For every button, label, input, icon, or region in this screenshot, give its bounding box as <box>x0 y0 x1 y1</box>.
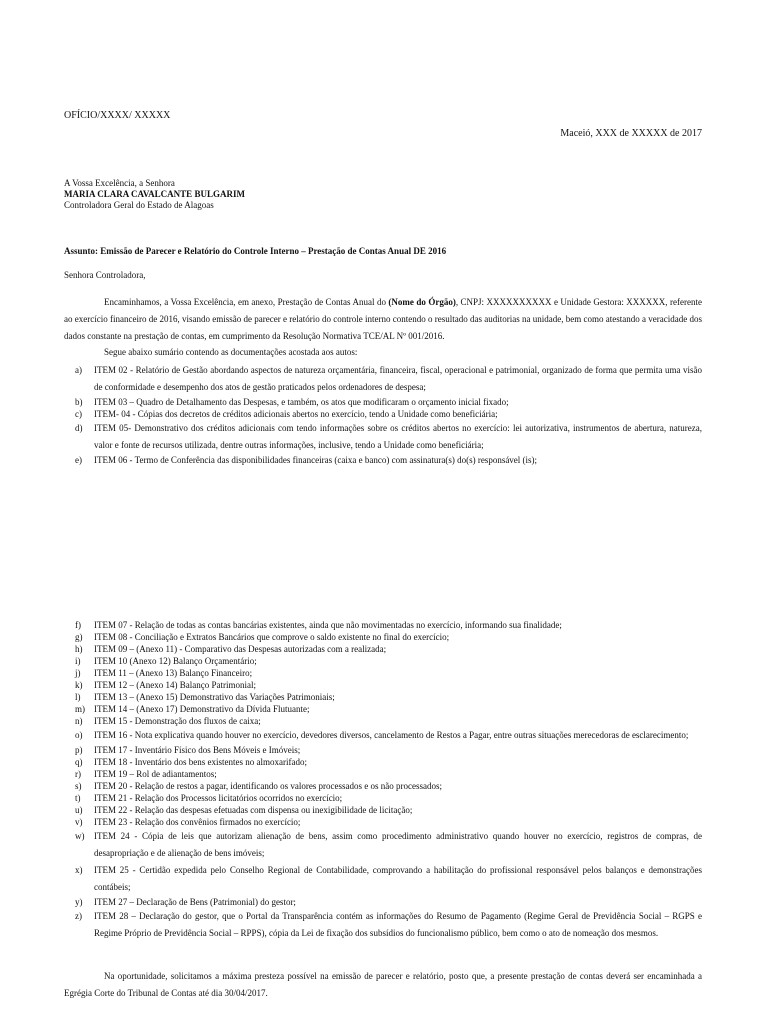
list-item-text: ITEM 22 - Relação das despesas efetuadas com dispensa ou inexigibilidade de licitação; <box>94 805 413 815</box>
list-item-marker: j) <box>75 668 81 678</box>
list-item-text: ITEM 11 – (Anexo 13) Balanço Financeiro; <box>94 668 253 678</box>
list-item-marker: a) <box>75 365 82 375</box>
list-item <box>75 780 702 792</box>
list-item-marker: e) <box>75 455 82 465</box>
list-item <box>75 703 702 715</box>
subject-label: Assunto: <box>64 246 99 256</box>
list-item <box>75 420 702 454</box>
list-item-marker: n) <box>75 716 83 726</box>
list-item-marker: w) <box>75 831 85 841</box>
list-item <box>75 667 702 679</box>
list-item-marker: q) <box>75 757 83 767</box>
p1-after: , CNPJ: XXXXXXXXXX e Unidade Gestora: XXXXXX, referente ao exercício financeiro de 2016, visando emissão de parecer e relatório do controle interno contendo o resultado das auditorias na unidade, bem como atestando a veracidade dos dados constante na prestação de contas, em cumprimento da Resolução Normativa TCE/AL Nº 001/2016. <box>64 297 702 341</box>
list-item-text: ITEM 25 - Certidão expedida pelo Conselho Regional de Contabilidade, comprovando a habilitação do profissional responsável pelos balanços e demonstrações contábeis; <box>94 865 702 892</box>
list-item-marker: v) <box>75 817 83 827</box>
list-item <box>75 816 702 828</box>
list-item <box>75 408 702 420</box>
list-item-text: ITEM 08 - Conciliação e Extratos Bancários que comprove o saldo existente no final do exercício; <box>94 632 450 642</box>
list-item-text: ITEM 20 - Relação de restos a pagar, identificando os valores processados e os não processados; <box>94 781 443 791</box>
list-item-marker: h) <box>75 644 83 654</box>
recipient-salutation: A Vossa Excelência, a Senhora <box>64 178 175 188</box>
list-item <box>75 715 702 727</box>
list-item <box>75 828 702 862</box>
document-list-first <box>75 362 702 466</box>
body-paragraph-2: Segue abaixo sumário contendo as documentações acostada aos autos: <box>104 347 358 357</box>
subject-line <box>64 246 446 257</box>
list-item-text: ITEM 10 (Anexo 12) Balanço Orçamentário; <box>94 656 257 666</box>
greeting: Senhora Controladora, <box>64 270 146 280</box>
list-item-marker: c) <box>75 409 82 419</box>
list-item <box>75 768 702 780</box>
list-item-text: ITEM- 04 - Cópias dos decretos de créditos adicionais abertos no exercício, tendo a Unidade como beneficiária; <box>94 409 498 419</box>
list-item <box>75 619 702 631</box>
list-item-text: ITEM 21 - Relação dos Processos licitatórios ocorridos no exercício; <box>94 793 343 803</box>
list-item-text: ITEM 14 – (Anexo 17) Demonstrativo da Dívida Flutuante; <box>94 704 310 714</box>
list-item-text: ITEM 24 - Cópia de leis que autorizam alienação de bens, assim como procedimento administrativo quando houver no exercício, registros de compras, de desapropriação e de alienação de bens imóveis; <box>94 831 702 858</box>
list-item-text: ITEM 06 - Termo de Conferência das disponibilidades financeiras (caixa e banco) com assinatura(s) do(s) responsável (is); <box>94 455 538 465</box>
list-item-text: ITEM 07 - Relação de todas as contas bancárias existentes, ainda que não movimentadas no exercício, informando sua finalidade; <box>94 620 562 630</box>
list-item-text: ITEM 12 – (Anexo 14) Balanço Patrimonial; <box>94 680 256 690</box>
place-date: Maceió, XXX de XXXXX de 2017 <box>560 128 702 139</box>
list-item-text: ITEM 05- Demonstrativo dos créditos adicionais com tendo informações sobre os créditos abertos no exercício: lei autorizativa, instrumentos de abertura, natureza, valor e fonte de recursos utilizada, dentre outras informações, inclusive, tendo a Unidade como beneficiária; <box>94 423 702 450</box>
list-item-text: ITEM 03 – Quadro de Detalhamento das Despesas, e também, os atos que modificaram o orçamento inicial fixado; <box>94 397 509 407</box>
list-item-marker: i) <box>75 656 81 666</box>
list-item-marker: s) <box>75 781 82 791</box>
list-item-marker: u) <box>75 805 83 815</box>
list-item <box>75 908 702 942</box>
list-item-marker: x) <box>75 865 83 875</box>
list-item-text: ITEM 23 - Relação dos convênios firmados no exercício; <box>94 817 301 827</box>
list-item-marker: m) <box>75 704 85 714</box>
list-item <box>75 756 702 768</box>
list-item-marker: t) <box>75 793 81 803</box>
list-item-text: ITEM 15 - Demonstração dos fluxos de caixa; <box>94 716 261 726</box>
list-item-marker: z) <box>75 911 82 921</box>
list-item-text: ITEM 16 - Nota explicativa quando houver no exercício, devedores diversos, cancelamento de Restos a Pagar, entre outras situações merecedoras de esclarecimento; <box>94 730 689 740</box>
list-item-text: ITEM 28 – Declaração do gestor, que o Portal da Transparência contém as informações do Resumo de Pagamento (Regime Geral de Previdência Social – RGPS e Regime Próprio de Previdência Social – RPPS), cópia da Lei de fixação dos subsídios do funcionalismo público, bem como o ato de nomeação dos mesmos. <box>94 911 702 938</box>
list-item <box>75 804 702 816</box>
subject-text: Emissão de Parecer e Relatório do Controle Interno – Prestação de Contas Anual DE 2016 <box>100 246 447 256</box>
list-item <box>75 396 702 408</box>
list-item-text: ITEM 19 – Rol de adiantamentos; <box>94 769 217 779</box>
body-paragraph-1 <box>64 294 702 345</box>
list-item <box>75 362 702 396</box>
recipient-name: MARIA CLARA CAVALCANTE BULGARIM <box>64 189 245 199</box>
list-item <box>75 655 702 667</box>
list-item-text: ITEM 18 - Inventário dos bens existentes no almoxarifado; <box>94 757 307 767</box>
list-item <box>75 679 702 691</box>
list-item-marker: f) <box>75 620 81 630</box>
list-item <box>75 744 702 756</box>
list-item-marker: k) <box>75 680 83 690</box>
list-item <box>75 643 702 655</box>
list-item <box>75 727 702 744</box>
p1-before: Encaminhamos, a Vossa Excelência, em anexo, Prestação de Contas Anual do <box>104 297 389 307</box>
list-item-text: ITEM 02 - Relatório de Gestão abordando aspectos de natureza orçamentária, financeira, fiscal, operacional e patrimonial, organizado de forma que permita uma visão de conformidade e desempenho dos atos de gestão praticados pelos ordenadores de despesa; <box>94 365 702 392</box>
list-item-marker: o) <box>75 730 83 740</box>
recipient-organization: Controladora Geral do Estado de Alagoas <box>64 200 214 210</box>
list-item-text: ITEM 17 - Inventário Físico dos Bens Móveis e Imóveis; <box>94 745 301 755</box>
list-item-text: ITEM 09 – (Anexo 11) - Comparativo das Despesas autorizadas com a realizada; <box>94 644 387 654</box>
list-item-text: ITEM 13 – (Anexo 15) Demonstrativo das Variações Patrimoniais; <box>94 692 335 702</box>
office-reference: OFÍCIO/XXXX/ XXXXX <box>64 110 171 121</box>
list-item-text: ITEM 27 – Declaração de Bens (Patrimonial) do gestor; <box>94 897 296 907</box>
recipient-block <box>64 178 245 211</box>
list-item-marker: b) <box>75 397 83 407</box>
list-item <box>75 454 702 466</box>
list-item-marker: r) <box>75 769 81 779</box>
list-item <box>75 691 702 703</box>
document-list-second <box>75 619 702 942</box>
list-item <box>75 862 702 896</box>
list-item-marker: g) <box>75 632 83 642</box>
list-item <box>75 896 702 908</box>
closing-paragraph: Na oportunidade, solicitamos a máxima presteza possível na emissão de parecer e relatório, posto que, a presente prestação de contas deverá ser encaminhada a Egrégia Corte do Tribunal de Contas até dia 30/04/2017. <box>64 971 702 998</box>
list-item-marker: p) <box>75 745 83 755</box>
list-item-marker: d) <box>75 423 83 433</box>
p1-organ-name: (Nome do Órgão) <box>388 297 456 307</box>
list-item <box>75 631 702 643</box>
list-item <box>75 792 702 804</box>
list-item-marker: l) <box>75 692 81 702</box>
list-item-marker: y) <box>75 897 83 907</box>
